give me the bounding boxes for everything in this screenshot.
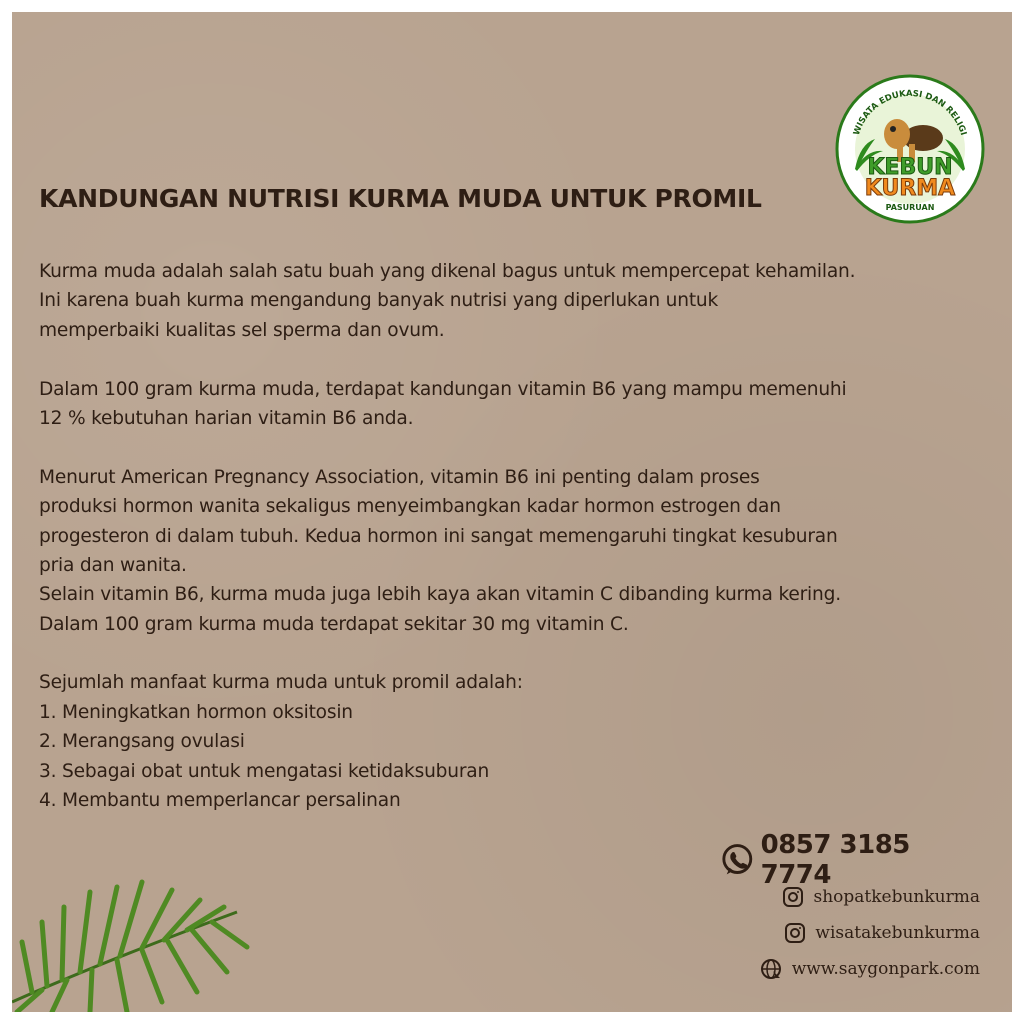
contact-info <box>720 830 980 986</box>
text-line: memperbaiki kualitas sel sperma dan ovum. <box>39 319 445 341</box>
benefits-list <box>39 668 999 815</box>
list-item: 2. Merangsang ovulasi <box>39 731 245 753</box>
text-line: 12 % kebutuhan harian vitamin B6 anda. <box>39 407 414 429</box>
list-item: 3. Sebagai obat untuk mengatasi ketidaksuburan <box>39 760 490 782</box>
kebun-kurma-logo <box>835 74 985 224</box>
list-item: 1. Meningkatkan hormon oksitosin <box>39 701 353 723</box>
text-line: progesteron di dalam tubuh. Kedua hormon ini sangat memengaruhi tingkat kesuburan <box>39 525 838 547</box>
logo-bottom-text: PASURUAN <box>885 203 935 212</box>
paragraph-association <box>39 463 999 639</box>
text-line: Selain vitamin B6, kurma muda juga lebih kaya akan vitamin C dibanding kurma kering. <box>39 584 841 606</box>
poster-card <box>12 12 1012 1012</box>
website-url: www.saygonpark.com <box>791 959 980 979</box>
website-row[interactable] <box>720 952 980 986</box>
text-line: pria dan wanita. <box>39 554 187 576</box>
page-title: KANDUNGAN NUTRISI KURMA MUDA UNTUK PROMIL <box>39 184 762 213</box>
globe-icon <box>760 958 782 980</box>
instagram-handle-shop: shopatkebunkurma <box>813 887 980 907</box>
article-body <box>39 257 999 815</box>
text-line: Ini karena buah kurma mengandung banyak nutrisi yang diperlukan untuk <box>39 290 719 312</box>
whatsapp-icon <box>720 842 755 878</box>
instagram-row-wisata[interactable] <box>720 916 980 950</box>
list-item: 4. Membantu memperlancar persalinan <box>39 790 401 812</box>
text-line: Dalam 100 gram kurma muda, terdapat kandungan vitamin B6 yang mampu memenuhi <box>39 378 847 400</box>
phone-row[interactable] <box>720 830 980 890</box>
phone-number: 0857 3185 7774 <box>760 830 910 890</box>
instagram-icon <box>785 923 805 943</box>
text-line: Dalam 100 gram kurma muda terdapat sekitar 30 mg vitamin C. <box>39 613 629 635</box>
logo-line-2: KURMA <box>864 176 956 201</box>
list-heading: Sejumlah manfaat kurma muda untuk promil adalah: <box>39 672 523 694</box>
instagram-handle-wisata: wisatakebunkurma <box>815 923 980 943</box>
paragraph-vitamin-b6 <box>39 375 999 434</box>
instagram-icon <box>783 887 803 907</box>
text-line: produksi hormon wanita sekaligus menyeimbangkan kadar hormon estrogen dan <box>39 496 781 518</box>
paragraph-intro <box>39 257 999 345</box>
logo-line-1: KEBUN <box>867 155 953 180</box>
text-line: Menurut American Pregnancy Association, vitamin B6 ini penting dalam proses <box>39 466 760 488</box>
logo-arc-text: WISATA EDUKASI DAN RELIGI <box>851 88 969 137</box>
text-line: Kurma muda adalah salah satu buah yang dikenal bagus untuk mempercepat kehamilan. <box>39 261 856 282</box>
palm-leaf-decoration <box>12 852 252 1012</box>
